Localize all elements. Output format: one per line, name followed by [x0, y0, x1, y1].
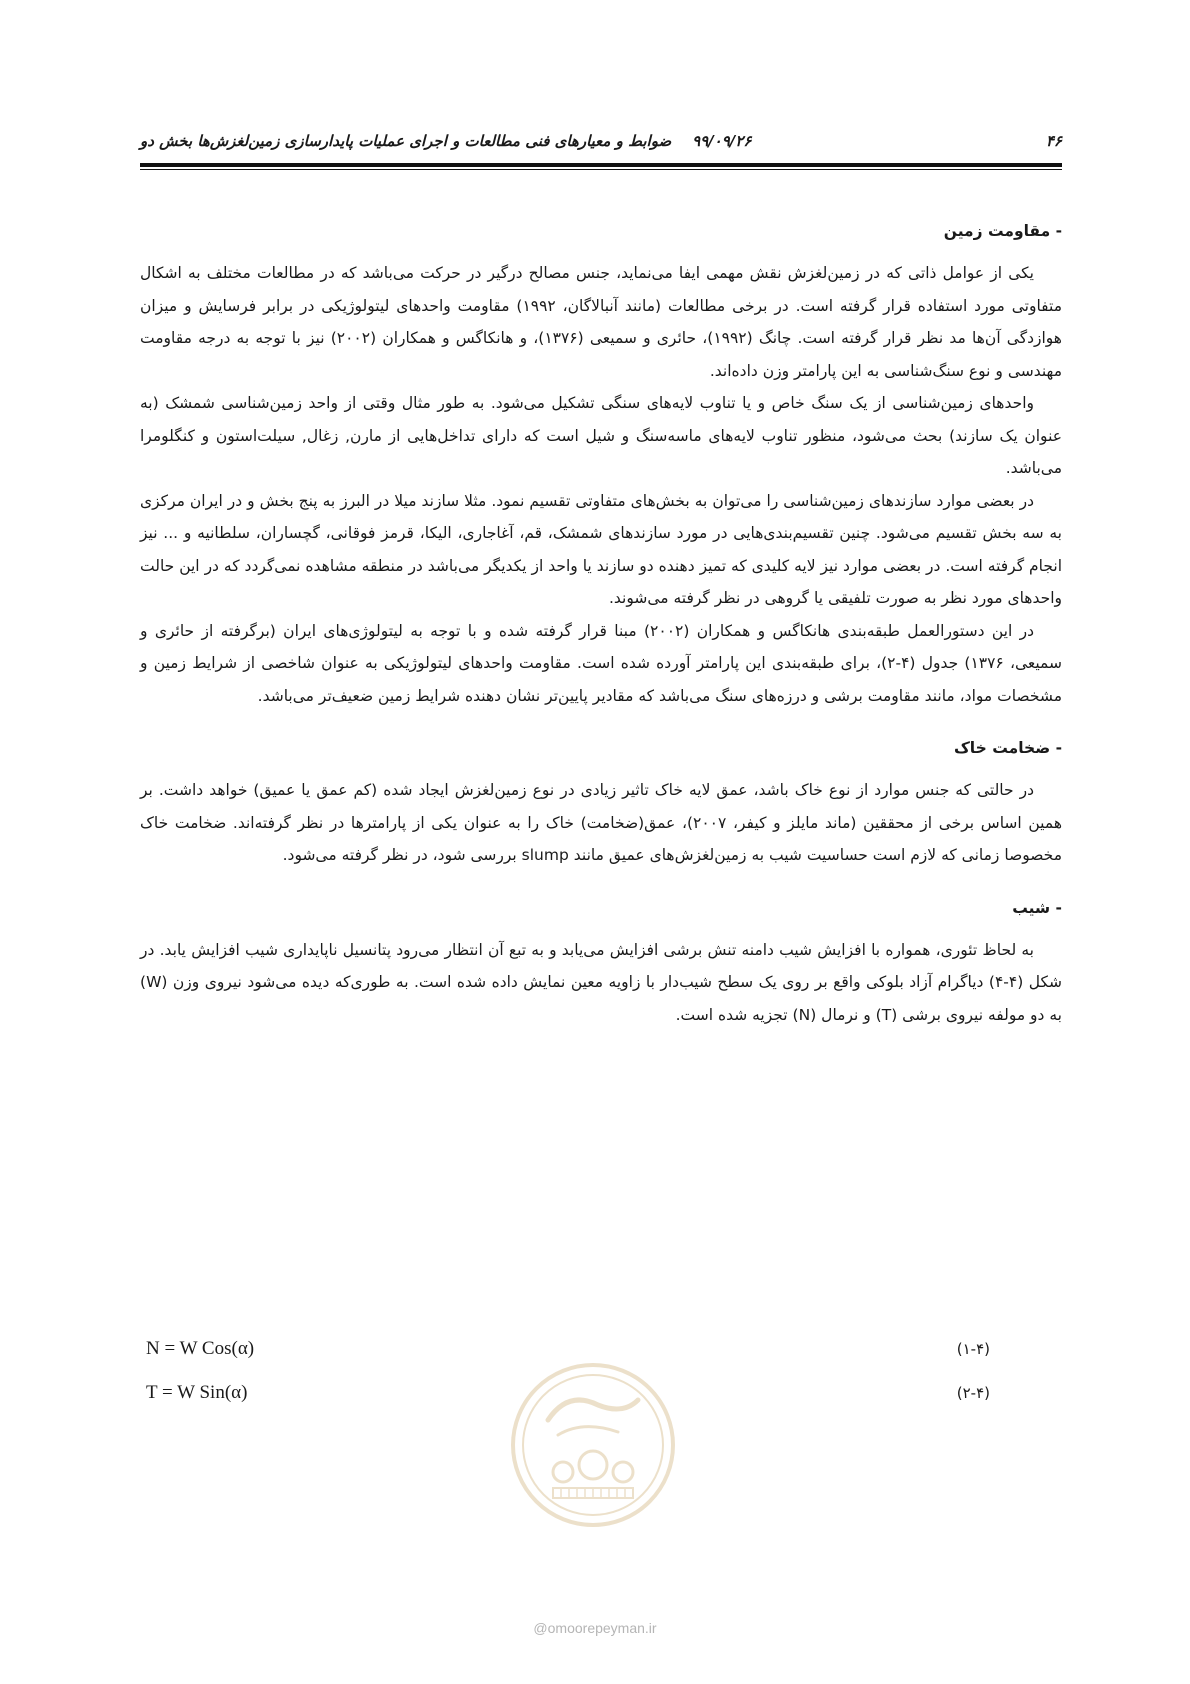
page-header [140, 128, 1062, 156]
body-content [140, 215, 1062, 1031]
section-heading-slope: - شیب [1012, 898, 1062, 917]
page-number: ۴۶ [1045, 132, 1062, 150]
paragraph: در این دستورالعمل طبقه‌بندی هانکاگس و همکاران (۲۰۰۲) مبنا قرار گرفته شده و با توجه به لیتولوژی‌های ایران (برگرفته از حائری و سمیعی، ۱۳۷۶) جدول (۴-۲)، برای طبقه‌بندی این پارامتر آورده شده است. مقاومت واحدهای لیتولوژیکی به عنوان شاخصی از شرایط زمین و مشخصات مواد، مانند مقاومت برشی و درزه‌های سنگ می‌باشد که مقادیر پایین‌تر نشان دهنده شرایط زمین ضعیف‌تر می‌باشد. [140, 621, 1062, 705]
watermark-url: @omoorepeyman.ir [533, 1620, 657, 1636]
equation-number: (۲-۴) [956, 1384, 990, 1402]
equation-number: (۱-۴) [956, 1340, 990, 1358]
equation-expression: T = W Sin(α) [146, 1382, 248, 1403]
paragraph: واحدهای زمین‌شناسی از یک سنگ خاص و یا تناوب لایه‌های سنگی تشکیل می‌شود. به طور مثال وقتی از واحد زمین‌شناسی شمشک (به عنوان یک سازند) بحث می‌شود، منظور تناوب لایه‌های ماسه‌سنگ و شیل است که دارای تداخل‌هایی از مارن, زغال, سیلت‌استون و کنگلومرا می‌باشد. [140, 394, 1062, 477]
paragraph: در حالتی که جنس موارد از نوع خاک باشد، عمق لایه خاک تاثیر زیادی در نوع زمین‌لغزش ایجاد شده (کم عمق یا عمیق) خواهد داشت. بر همین اساس برخی از محققین (ماند مایلز و کیفر، ۲۰۰۷)، عمق(ضخامت) خاک را به عنوان یکی از پارامترها در نظر گرفته‌اند. ضخامت خاک مخصوصا زمانی که لازم است حساسیت شیب به زمین‌لغزش‌های عمیق مانند slump بررسی شود، در نظر گرفته می‌شود. [140, 781, 1062, 864]
paragraph: یکی از عوامل ذاتی که در زمین‌لغزش نقش مهمی ایفا می‌نماید، جنس مصالح درگیر در حرکت می‌باشد که در مطالعات مختلف به اشکال متفاوتی مورد استفاده قرار گرفته است. در برخی مطالعات (مانند آنبالاگان، ۱۹۹۲) مقاومت واحدهای لیتولوژیکی در برابر فرسایش و میزان هوازدگی آن‌ها مد نظر قرار گرفته است. چانگ (۱۹۹۲)، حائری و سمیعی (۱۳۷۶)، و هانکاگس و همکاران (۲۰۰۲) نیز با توجه به درجه مقاومت مهندسی و نوع سنگ‌شناسی به این پارامتر وزن داده‌اند. [140, 264, 1062, 380]
publisher-seal-watermark [508, 1360, 678, 1530]
section-heading-ground-resistance: - مقاومت زمین [943, 222, 1062, 240]
equation-expression: N = W Cos(α) [146, 1338, 255, 1359]
header-rule-thick [140, 163, 1062, 167]
paragraph: در بعضی موارد سازندهای زمین‌شناسی را می‌توان به بخش‌های متفاوتی تقسیم نمود. مثلا سازند میلا در البرز به پنج بخش و در ایران مرکزی به سه بخش تقسیم می‌شود. چنین تقسیم‌بندی‌هایی در مورد سازندهای شمشک، قم، آغاجاری، الیکا، قرمز فوقانی، گچساران، سلطانیه و ... نیز انجام گرفته است. در بعضی موارد نیز لایه کلیدی که تمیز دهنده دو سازند یا واحد از یکدیگر می‌باشد در منطقه مشاهده نمی‌گردد که در این حالت واحدهای مورد نظر به صورت تلفیقی یا گروهی در نظر گرفته می‌شوند. [140, 491, 1062, 607]
paragraph: به لحاظ تئوری، همواره با افزایش شیب دامنه تنش برشی افزایش می‌یابد و به تبع آن انتظار می‌رود پتانسیل ناپایداری شیب افزایش یابد. در شکل (۴-۴) دیاگرام آزاد بلوکی واقع بر روی یک سطح شیب‌دار با زاویه معین نمایش داده شده است. به طوری‌که دیده می‌شود نیروی وزن (W) به دو مولفه نیروی برشی (T) و نرمال (N) تجزیه شده است. [140, 940, 1062, 1024]
header-rule-thin [140, 169, 1062, 170]
header-title: ضوابط و معیارهای فنی مطالعات و اجرای عملیات پایدارسازی زمین‌لغزش‌ها بخش دو [140, 132, 672, 150]
header-title-line [140, 132, 751, 150]
section-heading-soil-thickness: - ضخامت خاک [953, 739, 1062, 757]
header-date: ۹۹/۰۹/۲۶ [692, 132, 752, 150]
